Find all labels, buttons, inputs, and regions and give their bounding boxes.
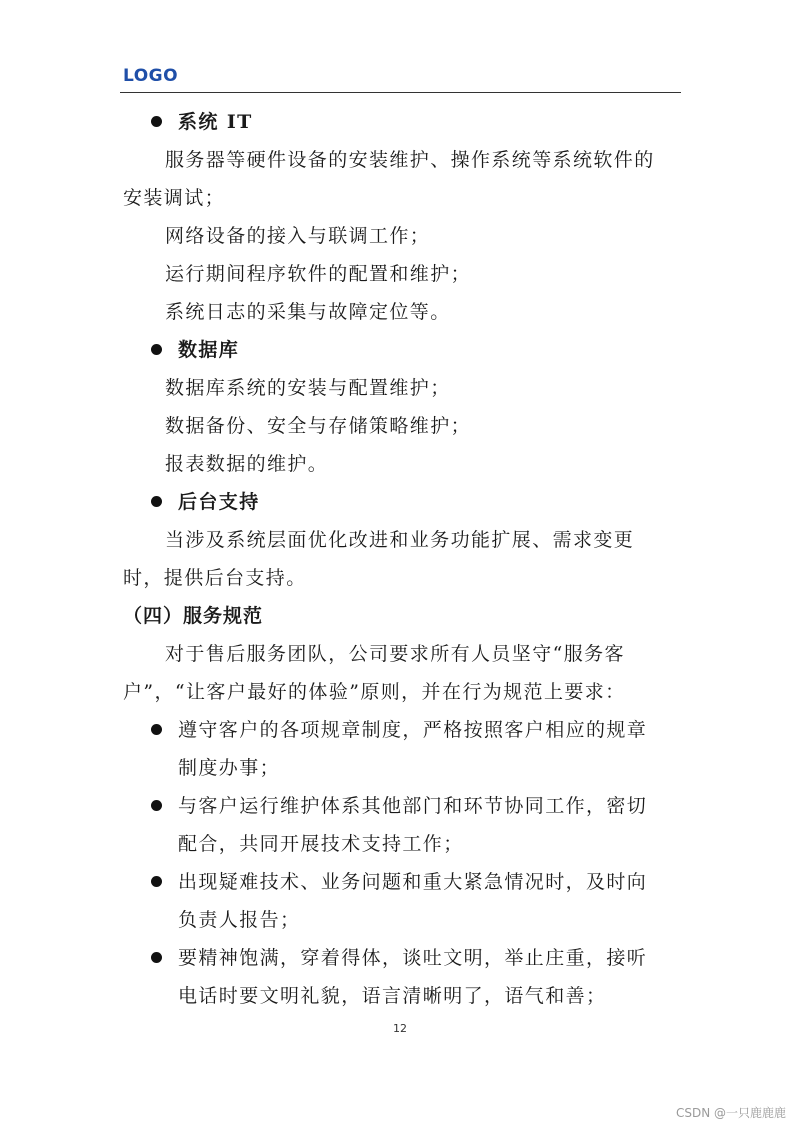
paragraph-line: 户”，“让客户最好的体验”原则，并在行为规范上要求： <box>123 681 626 703</box>
section-title-service: （四）服务规范 <box>123 605 264 627</box>
paragraph-line: 服务器等硬件设备的安装维护、操作系统等系统软件的 <box>165 149 655 171</box>
watermark: CSDN @一只鹿鹿鹿 <box>675 1106 786 1120</box>
paragraph-line: 数据库系统的安装与配置维护； <box>165 377 451 399</box>
paragraph-line: 当涉及系统层面优化改进和业务功能扩展、需求变更 <box>165 529 635 551</box>
list-item: 与客户运行维护体系其他部门和环节协同工作，密切 <box>123 787 679 825</box>
list-item-continuation: 电话时要文明礼貌，语言清晰明了，语气和善； <box>178 985 607 1007</box>
paragraph-line: 运行期间程序软件的配置和维护； <box>165 263 472 285</box>
list-item-continuation: 配合，共同开展技术支持工作； <box>178 833 464 855</box>
header-rule <box>120 92 681 93</box>
paragraph-line: 系统日志的采集与故障定位等。 <box>165 301 451 323</box>
list-item-continuation: 制度办事； <box>178 757 281 779</box>
heading-system-it: 系统 IT <box>123 103 679 141</box>
bullet-dot-icon <box>151 724 162 735</box>
bullet-dot-icon <box>151 496 162 507</box>
list-item: 要精神饱满，穿着得体，谈吐文明，举止庄重，接听 <box>123 939 679 977</box>
bullet-dot-icon <box>151 952 162 963</box>
logo: LOGO <box>123 66 179 86</box>
paragraph-line: 对于售后服务团队，公司要求所有人员坚守“服务客 <box>165 643 625 665</box>
paragraph-line: 数据备份、安全与存储策略维护； <box>165 415 472 437</box>
paragraph-line: 安装调试； <box>123 187 226 209</box>
list-item: 出现疑难技术、业务问题和重大紧急情况时，及时向 <box>123 863 679 901</box>
list-item: 遵守客户的各项规章制度，严格按照客户相应的规章 <box>123 711 679 749</box>
bullet-dot-icon <box>151 800 162 811</box>
paragraph-line: 报表数据的维护。 <box>165 453 329 475</box>
bullet-dot-icon <box>151 344 162 355</box>
list-item-continuation: 负责人报告； <box>178 909 301 931</box>
bullet-dot-icon <box>151 876 162 887</box>
page-number: 12 <box>393 1022 407 1035</box>
paragraph-line: 网络设备的接入与联调工作； <box>165 225 431 247</box>
paragraph-line: 时，提供后台支持。 <box>123 567 307 589</box>
heading-backend-support: 后台支持 <box>123 483 679 521</box>
bullet-dot-icon <box>151 116 162 127</box>
heading-database: 数据库 <box>123 331 679 369</box>
document-body <box>123 103 679 1015</box>
